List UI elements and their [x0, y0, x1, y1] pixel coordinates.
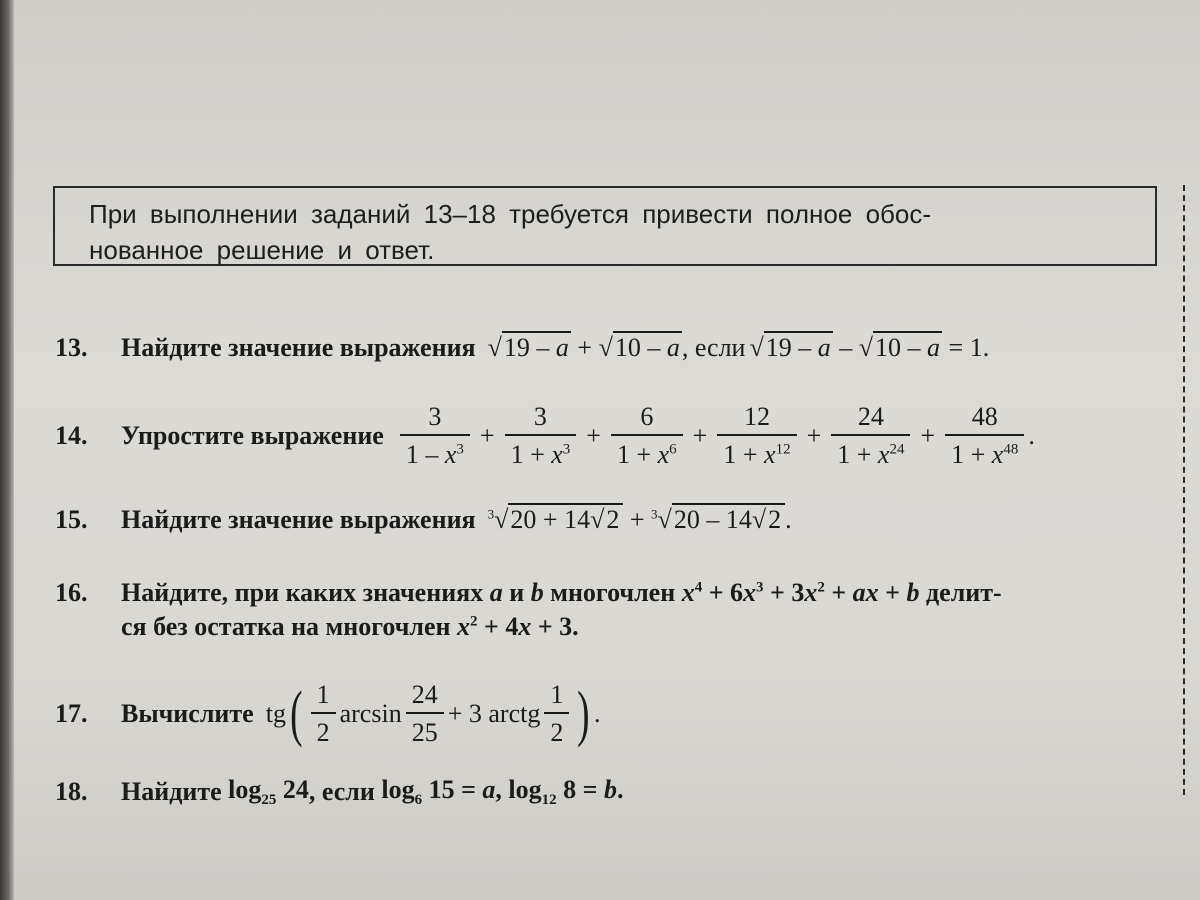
task-18	[55, 775, 623, 809]
task-number: 16.	[55, 578, 88, 607]
fraction-3: $\frac{6}{1 + x^6}$	[611, 402, 683, 470]
instruction-line-1: При выполнении заданий 13–18 требуется привести полное обос-	[89, 199, 932, 229]
task-16-text-2: ся без остатка на многочлен	[121, 612, 451, 641]
instruction-box	[53, 186, 1157, 266]
task-16-poly-word: многочлен	[550, 578, 676, 607]
task-18-condition-word: , если	[308, 777, 375, 807]
page-spine-shadow	[0, 0, 14, 900]
fraction-4: $\frac{12}{1 + x^{12}}$	[717, 402, 796, 470]
fraction-2: $\frac{3}{1 + x^3}$	[505, 402, 577, 470]
task-13	[55, 333, 989, 363]
task-16-line-2	[121, 612, 579, 642]
task-13-condition: √19 – a – √10 – a = 1.	[749, 333, 990, 362]
task-14: 14. Упростите выражение $\frac{3}{1 - x^3}$ + $\frac{3}{1 + x^3}$ + $\frac{6}{1 + x^6}$ + $\frac{12}{1 + x^{12}}$ + $\frac{24}{1 + x^{24}}$ + $\frac{48}{1 + x^{48}}$ .	[55, 402, 1035, 469]
task-number: 18.	[55, 777, 88, 807]
fraction-5: $\frac{24}{1 + x^{24}}$	[831, 402, 910, 470]
task-15	[55, 505, 792, 535]
task-number: 15.	[55, 505, 88, 534]
task-15-formula: $^3$√20 + 14√2 + $^3$√20 – 14√2 .	[487, 505, 792, 534]
fraction-1: $\frac{3}{1 - x^3}$	[400, 402, 470, 470]
dashed-cut-line	[1183, 185, 1185, 795]
task-text: Вычислите	[121, 699, 254, 728]
task-18-target: $\log_{25} 24$	[228, 775, 309, 809]
task-text: Найдите значение выражения	[121, 333, 476, 362]
task-16-polynomial: $x^4 + 6x^3 + 3x^2$ + ax + b	[681, 578, 920, 607]
task-number: 14.	[55, 421, 88, 450]
task-18-condition: $\log_6 15 = a$, $\log_{12} 8 = b$.	[381, 775, 624, 809]
task-16-divisor: $x^2 + 4x + 3$.	[457, 612, 579, 641]
task-16-text: Найдите, при каких значениях	[121, 578, 484, 607]
task-13-formula: √19 – a + √10 – a	[487, 333, 680, 362]
task-13-condition-word: , если	[681, 333, 746, 362]
task-16-and: и	[509, 578, 525, 607]
task-17-formula: tg ( $\frac{1}{2}$ arcsin $\frac{24}{25}$ + 3 arctg $\frac{1}{2}$ ) .	[265, 680, 601, 748]
task-17	[55, 680, 600, 748]
fraction-6: $\frac{48}{1 + x^{48}}$	[945, 402, 1024, 470]
instruction-line-2: нованное решение и ответ.	[89, 235, 435, 265]
task-16-text-end: делит-	[926, 578, 1002, 607]
task-text: Найдите значение выражения	[121, 505, 476, 534]
task-text: Найдите	[121, 777, 222, 807]
task-text: Упростите выражение	[121, 421, 384, 450]
task-number: 17.	[55, 699, 88, 728]
task-16: 16. Найдите, при каких значениях a и b многочлен $x^4 + 6x^3 + 3x^2$ + ax + b делит-	[55, 578, 1002, 607]
task-number: 13.	[55, 333, 88, 362]
